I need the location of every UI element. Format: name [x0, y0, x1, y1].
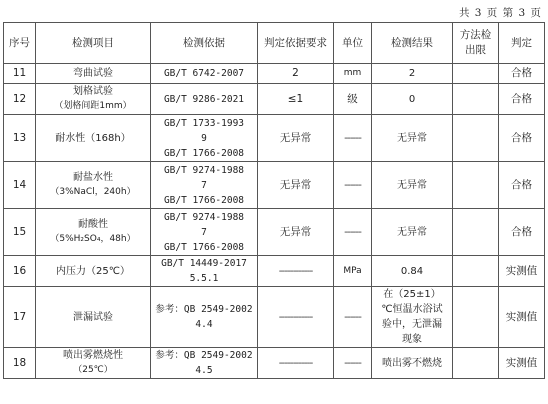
- item-condition: （25℃）: [73, 365, 113, 375]
- page-count-header: 共 3 页 第 3 页: [458, 7, 542, 19]
- result-line: 在（25±1）: [383, 289, 441, 300]
- table-row: [4, 64, 545, 84]
- basis-line: 参考：QB 2549-2002: [155, 350, 253, 361]
- cell-result: [372, 115, 453, 162]
- basis-line: 5.5.1: [189, 273, 219, 284]
- cell-detection-limit: [453, 348, 499, 379]
- cell-detection-limit: [453, 64, 499, 84]
- cell-unit: mm: [334, 64, 372, 84]
- basis-line: GB/T 1766-2008: [163, 241, 245, 253]
- cell-requirement: 无异常: [258, 209, 334, 256]
- table-header-row: [4, 23, 545, 64]
- cell-requirement: 2: [258, 64, 334, 84]
- cell-judgement: 实测值: [499, 287, 545, 348]
- cell-detection-limit: [453, 84, 499, 115]
- cell-judgement: 合格: [499, 115, 545, 162]
- cell-seq: 15: [4, 209, 36, 256]
- basis-line: 7: [201, 226, 207, 238]
- cell-item: [36, 115, 151, 162]
- cell-result: [372, 162, 453, 209]
- table-row: [4, 162, 545, 209]
- result-line: 无异常: [397, 226, 427, 238]
- basis-line: GB/T 14449-2017: [161, 258, 247, 269]
- cell-basis: [151, 115, 258, 162]
- cell-judgement: 合格: [499, 84, 545, 115]
- cell-requirement: 无异常: [258, 115, 334, 162]
- cell-seq: 16: [4, 256, 36, 287]
- result-line: ℃恒温水浴试: [381, 304, 443, 315]
- cell-judgement: 合格: [499, 162, 545, 209]
- cell-basis: [151, 256, 258, 287]
- cell-basis: [151, 348, 258, 379]
- cell-requirement: ------------: [258, 348, 334, 379]
- table-row: [4, 115, 545, 162]
- cell-seq: 13: [4, 115, 36, 162]
- header-detection-limit: 方法检出限: [453, 23, 499, 64]
- header-seq: 序号: [4, 23, 36, 64]
- cell-basis: [151, 84, 258, 115]
- basis-line: GB/T 9274-1988: [163, 211, 245, 223]
- cell-unit: ------: [334, 287, 372, 348]
- cell-seq: 18: [4, 348, 36, 379]
- cell-item: [36, 348, 151, 379]
- item-condition: （5%H₂SO₄，48h）: [50, 234, 136, 244]
- cell-unit: 级: [334, 84, 372, 115]
- cell-item: [36, 162, 151, 209]
- item-condition: （3%NaCl，240h）: [50, 187, 136, 197]
- cell-requirement: 无异常: [258, 162, 334, 209]
- table-row: [4, 209, 545, 256]
- cell-detection-limit: [453, 209, 499, 256]
- header-item: 检测项目: [36, 23, 151, 64]
- item-name: 耐水性（168h）: [55, 132, 131, 144]
- cell-requirement: ------------: [258, 256, 334, 287]
- cell-detection-limit: [453, 256, 499, 287]
- item-name: 耐盐水性: [73, 172, 113, 183]
- table-row: [4, 256, 545, 287]
- table-body: [4, 64, 545, 379]
- cell-item: [36, 64, 151, 84]
- cell-result: [372, 287, 453, 348]
- cell-basis: [151, 162, 258, 209]
- cell-judgement: 实测值: [499, 348, 545, 379]
- basis-line: GB/T 1733-1993: [163, 117, 245, 129]
- result-line: 2: [408, 68, 416, 79]
- cell-seq: 14: [4, 162, 36, 209]
- result-line: 无异常: [397, 179, 427, 191]
- cell-judgement: 合格: [499, 209, 545, 256]
- header-judgement: 判定: [499, 23, 545, 64]
- test-results-table: [3, 22, 545, 379]
- cell-judgement: 合格: [499, 64, 545, 84]
- cell-detection-limit: [453, 162, 499, 209]
- cell-unit: ------: [334, 162, 372, 209]
- header-requirement: 判定依据要求: [258, 23, 334, 64]
- item-name: 弯曲试验: [73, 68, 113, 79]
- result-line: 0.84: [400, 265, 424, 277]
- cell-unit: ------: [334, 209, 372, 256]
- cell-unit: ------: [334, 348, 372, 379]
- cell-judgement: 实测值: [499, 256, 545, 287]
- cell-basis: [151, 209, 258, 256]
- basis-line: 参考：QB 2549-2002: [155, 304, 253, 315]
- item-condition: （划格间距1mm）: [54, 101, 132, 111]
- cell-basis: [151, 64, 258, 84]
- cell-requirement: ------------: [258, 287, 334, 348]
- table-row: [4, 84, 545, 115]
- cell-result: [372, 84, 453, 115]
- basis-line: GB/T 9274-1988: [163, 164, 245, 176]
- cell-requirement: ≤1: [258, 84, 334, 115]
- cell-seq: 12: [4, 84, 36, 115]
- result-line: 0: [408, 93, 416, 105]
- table-row: [4, 287, 545, 348]
- header-basis: 检测依据: [151, 23, 258, 64]
- item-name: 内压力（25℃）: [56, 265, 130, 277]
- cell-result: [372, 209, 453, 256]
- cell-basis: [151, 287, 258, 348]
- cell-item: [36, 209, 151, 256]
- cell-result: [372, 64, 453, 84]
- table-row: [4, 348, 545, 379]
- cell-unit: MPa: [334, 256, 372, 287]
- cell-result: [372, 348, 453, 379]
- basis-line: GB/T 1766-2008: [163, 194, 245, 206]
- item-name: 耐酸性: [78, 219, 108, 230]
- basis-line: 4.5: [195, 365, 213, 376]
- result-line: 喷出雾不燃烧: [382, 357, 442, 369]
- cell-result: [372, 256, 453, 287]
- basis-line: 9: [201, 132, 207, 144]
- cell-seq: 11: [4, 64, 36, 84]
- basis-line: GB/T 9286-2021: [163, 93, 245, 105]
- item-name: 划格试验: [73, 86, 113, 97]
- cell-detection-limit: [453, 287, 499, 348]
- basis-line: 7: [201, 179, 207, 191]
- result-line: 验中，无泄漏: [382, 319, 442, 330]
- basis-line: GB/T 1766-2008: [163, 147, 245, 159]
- basis-line: GB/T 6742-2007: [163, 68, 245, 79]
- header-unit: 单位: [334, 23, 372, 64]
- result-line: 无异常: [397, 132, 427, 144]
- cell-detection-limit: [453, 115, 499, 162]
- cell-item: [36, 256, 151, 287]
- cell-unit: ------: [334, 115, 372, 162]
- cell-seq: 17: [4, 287, 36, 348]
- basis-line: 4.4: [195, 319, 213, 330]
- item-name: 泄漏试验: [73, 311, 113, 323]
- header-result: 检测结果: [372, 23, 453, 64]
- item-name: 喷出雾燃烧性: [63, 350, 123, 361]
- cell-item: [36, 84, 151, 115]
- result-line: 现象: [402, 334, 422, 345]
- cell-item: [36, 287, 151, 348]
